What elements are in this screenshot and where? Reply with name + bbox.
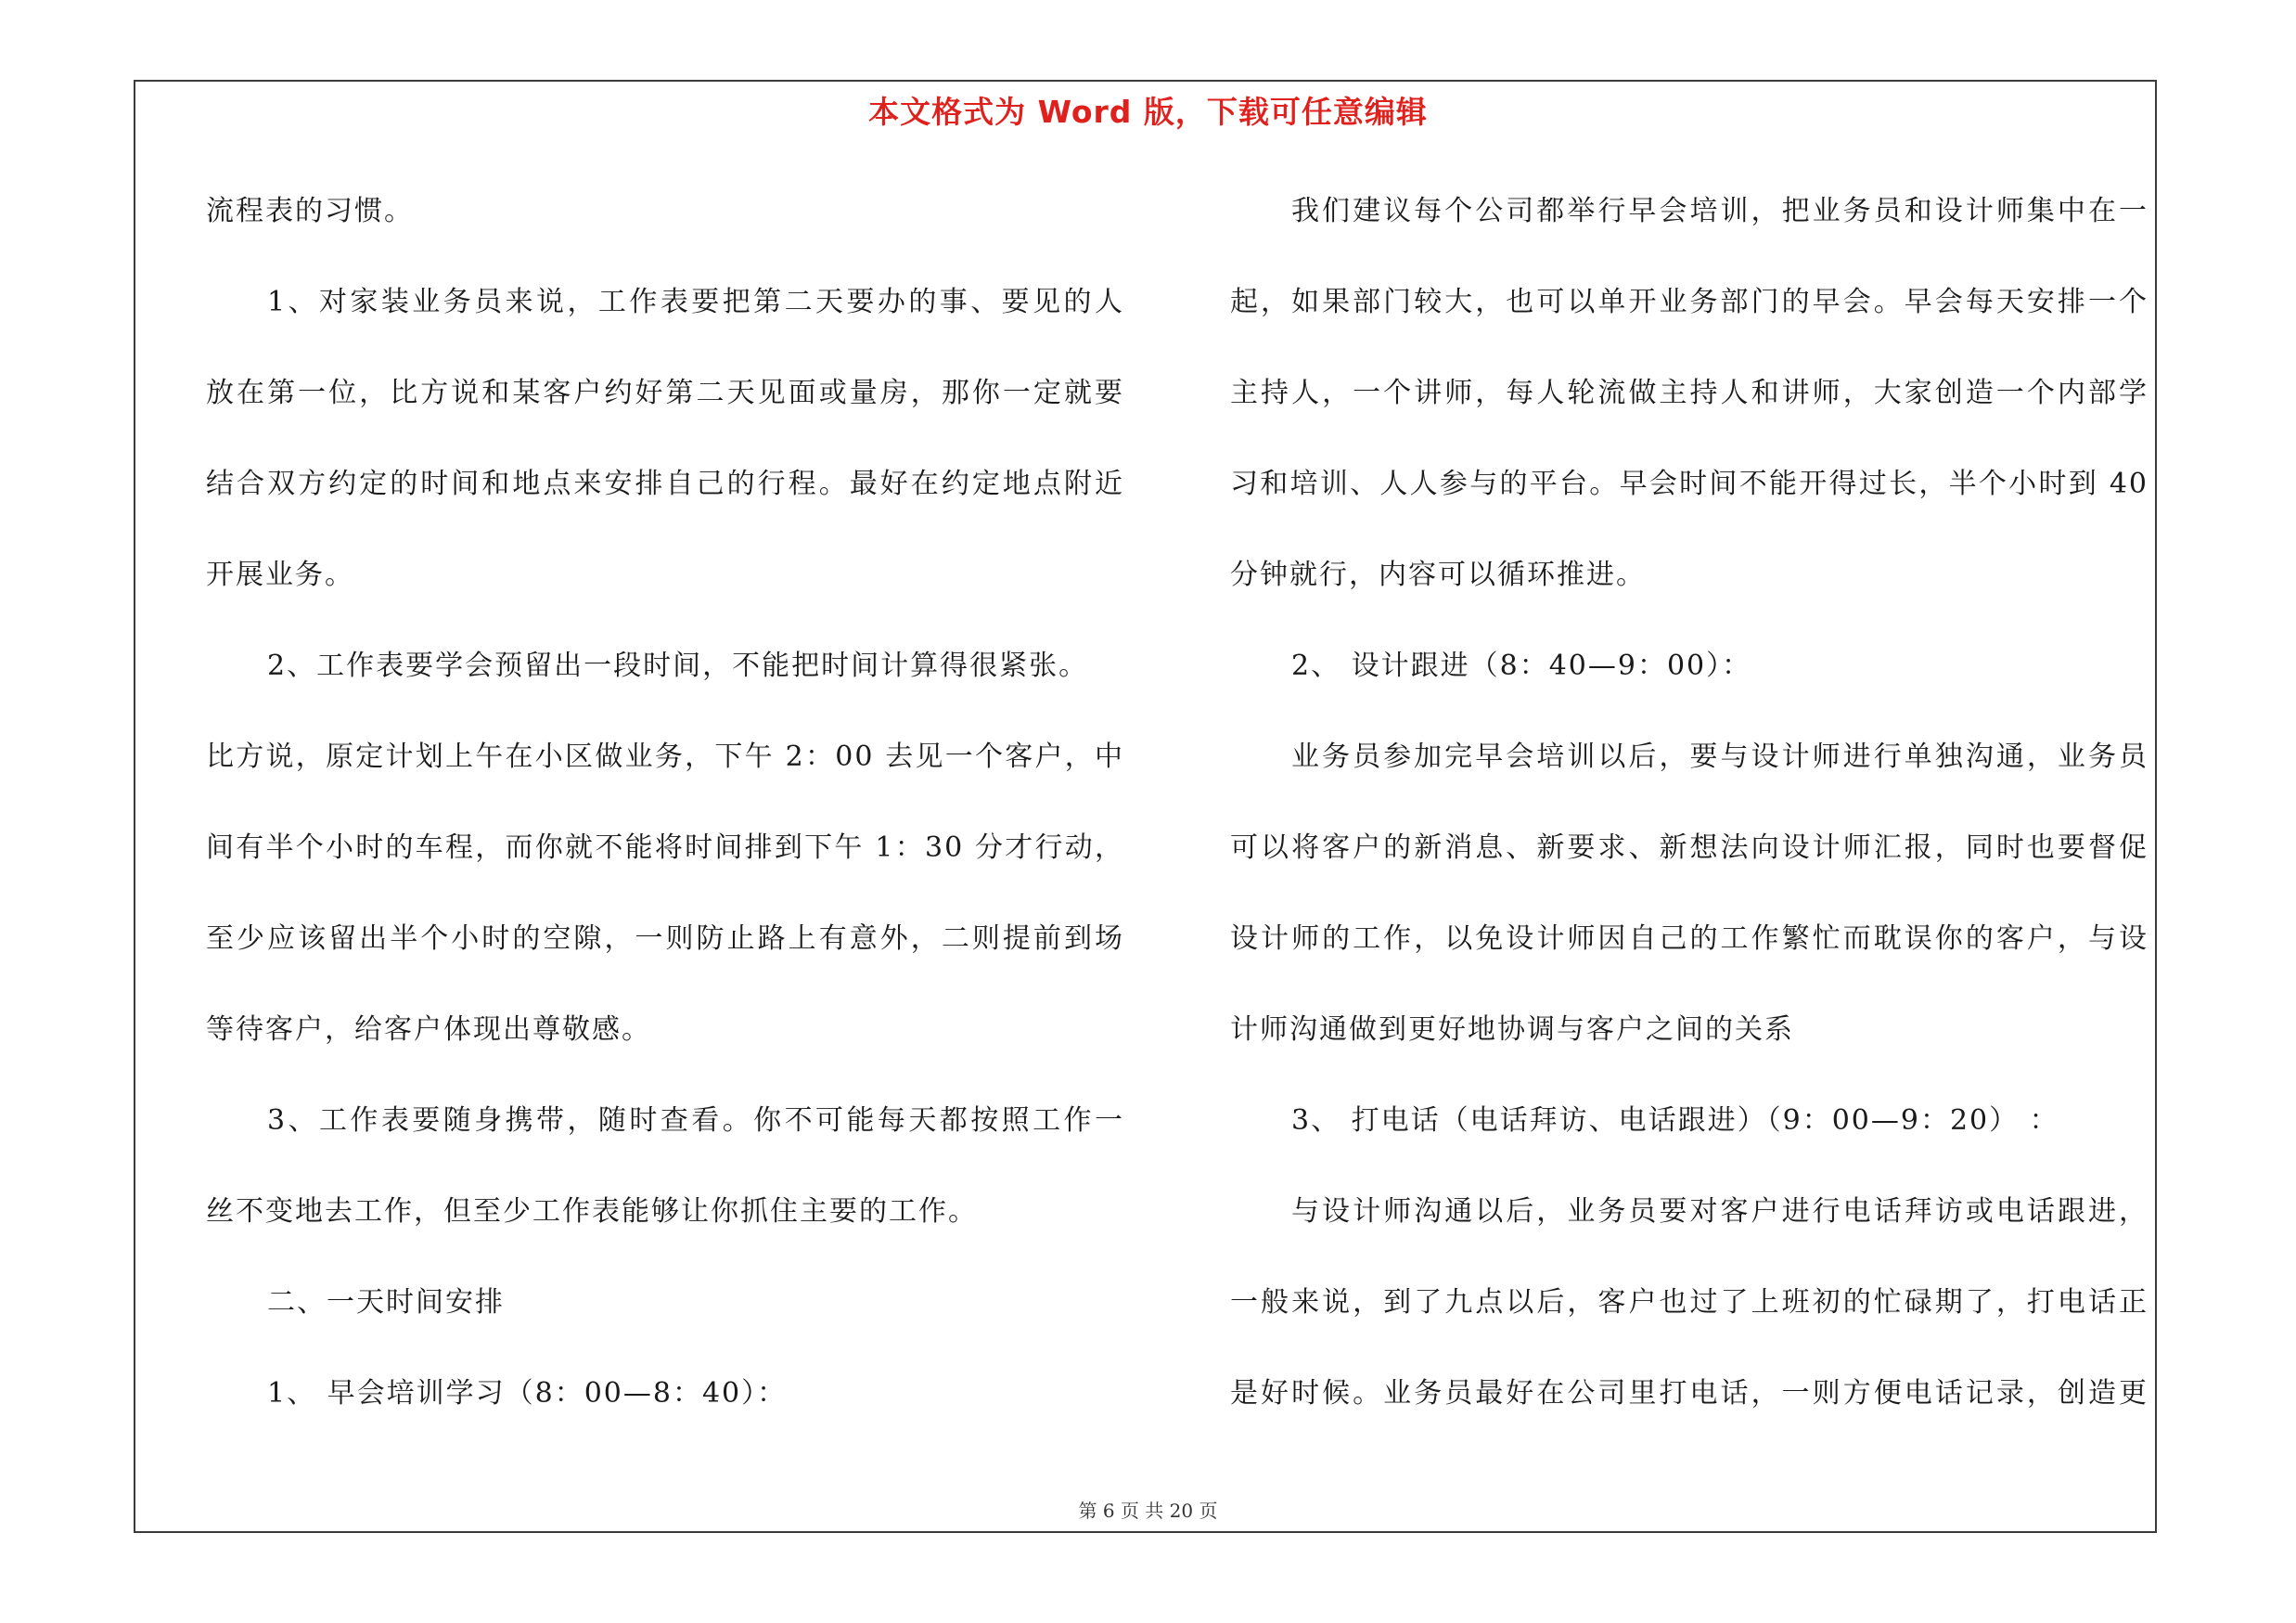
left-column-line: 流程表的习惯。	[206, 195, 414, 227]
right-column-line: 起，如果部门较大，也可以单开业务部门的早会。早会每天安排一个	[1230, 286, 2148, 318]
right-column-line: 分钟就行，内容可以循环推进。	[1230, 559, 1646, 591]
right-column-line: 设计师的工作，以免设计师因自己的工作繁忙而耽误你的客户，与设	[1230, 922, 2148, 955]
left-column-line: 2、工作表要学会预留出一段时间，不能把时间计算得很紧张。	[267, 650, 1089, 682]
left-column-line: 等待客户，给客户体现出尊敬感。	[206, 1013, 651, 1046]
left-column-line: 3、工作表要随身携带，随时查看。你不可能每天都按照工作一	[267, 1104, 1124, 1137]
right-text-column	[1230, 184, 2148, 1457]
right-column-line: 是好时候。业务员最好在公司里打电话，一则方便电话记录，创造更	[1230, 1377, 2148, 1410]
right-column-line: 计师沟通做到更好地协调与客户之间的关系	[1230, 1013, 1794, 1046]
right-column-line: 可以将客户的新消息、新要求、新想法向设计师汇报，同时也要督促	[1230, 831, 2148, 864]
left-text-column	[206, 184, 1124, 1457]
left-column-line: 放在第一位，比方说和某客户约好第二天见面或量房，那你一定就要	[206, 377, 1124, 409]
right-column-line: 一般来说，到了九点以后，客户也过了上班初的忙碌期了，打电话正	[1230, 1286, 2148, 1319]
right-column-line: 2、 设计跟进（8：40—9：00）：	[1291, 650, 1752, 682]
left-column-line: 比方说，原定计划上午在小区做业务，下午 2：00 去见一个客户，中	[206, 741, 1124, 773]
left-column-line: 结合双方约定的时间和地点来安排自己的行程。最好在约定地点附近	[206, 468, 1124, 500]
right-column-line: 与设计师沟通以后，业务员要对客户进行电话拜访或电话跟进，	[1291, 1195, 2148, 1228]
word-format-banner: 本文格式为 Word 版，下载可任意编辑	[868, 94, 1428, 130]
left-column-line: 间有半个小时的车程，而你就不能将时间排到下午 1：30 分才行动，	[206, 831, 1124, 864]
page-number-footer: 第 6 页 共 20 页	[1078, 1500, 1218, 1522]
right-column-line: 主持人，一个讲师，每人轮流做主持人和讲师，大家创造一个内部学	[1230, 377, 2148, 409]
left-column-line: 二、一天时间安排	[267, 1286, 505, 1319]
left-column-line: 1、 早会培训学习（8：00—8：40）：	[267, 1377, 788, 1410]
left-column-line: 丝不变地去工作，但至少工作表能够让你抓住主要的工作。	[206, 1195, 978, 1228]
right-column-line: 我们建议每个公司都举行早会培训，把业务员和设计师集中在一	[1291, 195, 2148, 227]
left-column-line: 开展业务。	[206, 559, 354, 591]
right-column-line: 业务员参加完早会培训以后，要与设计师进行单独沟通，业务员	[1291, 741, 2148, 773]
right-column-line: 3、 打电话（电话拜访、电话跟进）（9：00—9：20） ：	[1291, 1104, 2059, 1137]
left-column-line: 至少应该留出半个小时的空隙，一则防止路上有意外，二则提前到场	[206, 922, 1124, 955]
right-column-line: 习和培训、人人参与的平台。早会时间不能开得过长，半个小时到 40	[1230, 468, 2148, 500]
left-column-line: 1、对家装业务员来说，工作表要把第二天要办的事、要见的人	[267, 286, 1124, 318]
